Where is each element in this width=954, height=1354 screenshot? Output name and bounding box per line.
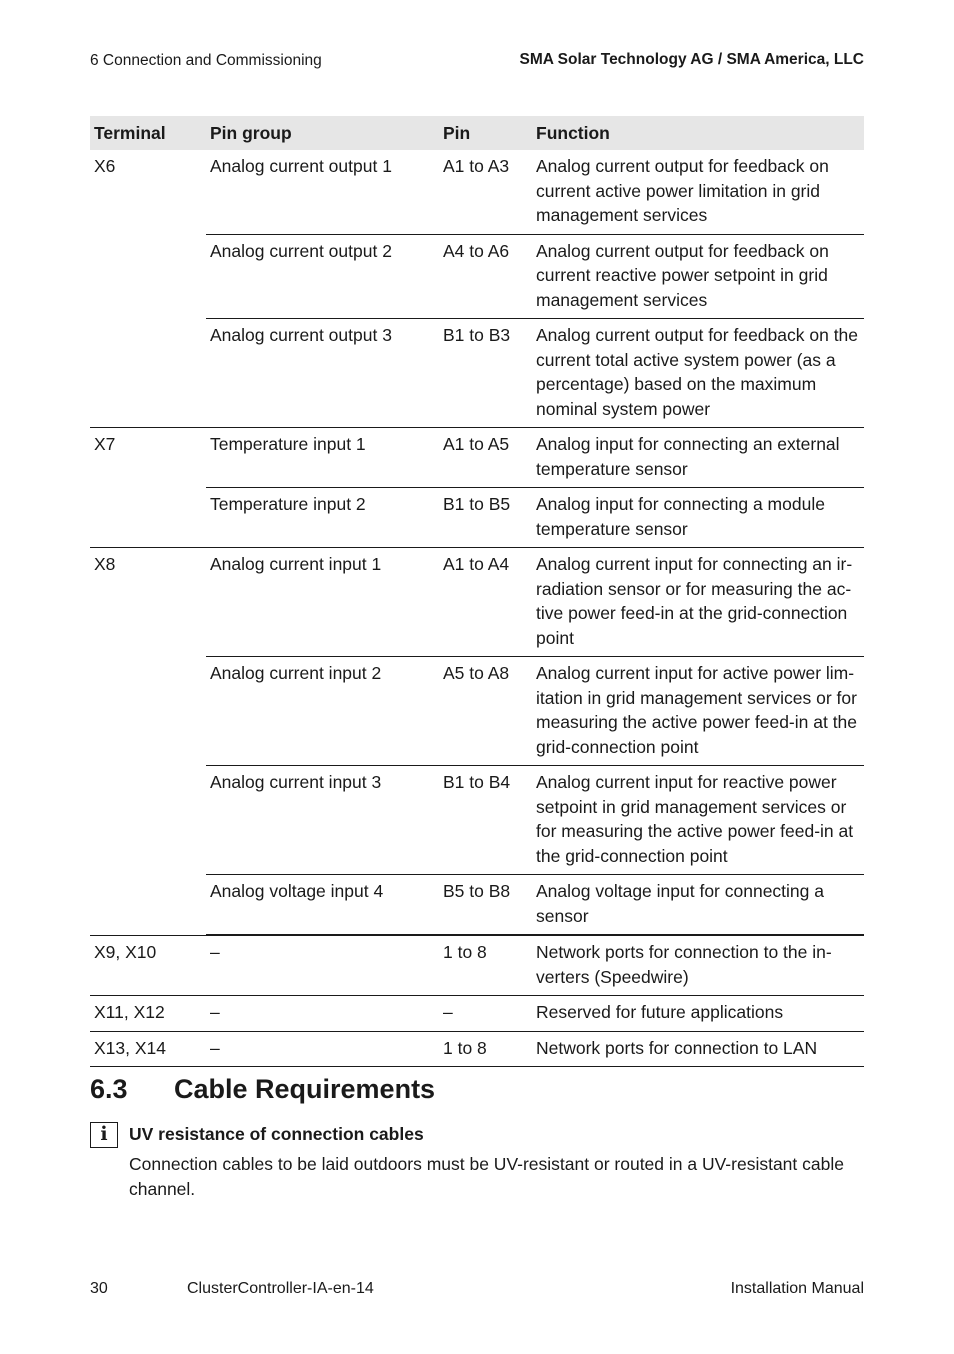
table-row — [90, 766, 864, 875]
cell-pin: A5 to A8 — [439, 657, 532, 766]
info-body: Connection cables to be laid outdoors must be UV-resistant or routed in a UV-resistant cable channel. — [129, 1154, 844, 1199]
column-header-function: Function — [532, 116, 864, 150]
cell-pin-group: – — [206, 935, 439, 996]
section-number: 6.3 — [90, 1074, 128, 1104]
cell-pin-group: Temperature input 1 — [206, 428, 439, 488]
info-icon: i — [90, 1122, 118, 1148]
cell-function: Analog voltage input for connecting a sensor — [532, 875, 864, 936]
cell-function: Network ports for connection to LAN — [532, 1031, 864, 1067]
cell-pin: – — [439, 996, 532, 1032]
table-row — [90, 234, 864, 319]
cell-pin: A4 to A6 — [439, 234, 532, 319]
cell-pin: A1 to A4 — [439, 548, 532, 657]
cell-function: Analog current output for feedback on current reactive power setpoint in grid management services — [532, 234, 864, 319]
table-row — [90, 875, 864, 936]
cell-terminal: X8 — [94, 554, 116, 574]
table-row — [90, 935, 864, 996]
cell-terminal — [90, 657, 206, 766]
cell-pin: 1 to 8 — [439, 935, 532, 996]
cell-pin-group: Analog current output 1 — [206, 150, 439, 234]
table-row — [90, 996, 864, 1032]
column-header-terminal: Terminal — [90, 116, 206, 150]
info-title: UV resistance of connection cables — [129, 1124, 424, 1144]
cell-pin-group: Temperature input 2 — [206, 488, 439, 548]
table-row — [90, 1031, 864, 1067]
header-chapter: 6 Connection and Commissioning — [90, 52, 322, 69]
cell-pin: B1 to B5 — [439, 488, 532, 548]
cell-pin: 1 to 8 — [439, 1031, 532, 1067]
cell-terminal — [90, 875, 206, 936]
pin-assignment-table — [90, 116, 864, 1067]
cell-function: Analog current input for active power limitation in grid management services or for measuring the active power feed-in at the grid-connection point — [532, 657, 864, 766]
footer-document-id: ClusterController-IA-en-14 — [187, 1280, 374, 1297]
cell-function: Analog current output for feedback on the current total active system power (as a percentage) based on the maximum nominal system power — [532, 319, 864, 428]
table-header-row — [90, 116, 864, 150]
cell-terminal: X7 — [94, 434, 116, 454]
cell-pin: B1 to B3 — [439, 319, 532, 428]
cell-pin-group: Analog voltage input 4 — [206, 875, 439, 936]
cell-pin-group: Analog current output 2 — [206, 234, 439, 319]
cell-terminal — [90, 319, 206, 428]
cell-pin: A1 to A3 — [439, 150, 532, 234]
table-row — [90, 319, 864, 428]
column-header-pin: Pin — [439, 116, 532, 150]
cell-pin-group: Analog current input 3 — [206, 766, 439, 875]
table-row — [90, 657, 864, 766]
cell-pin-group: Analog current input 2 — [206, 657, 439, 766]
footer-document-type: Installation Manual — [730, 1280, 864, 1297]
cell-function: Analog current input for connecting an irradiation sensor or for measuring the active power feed-in at the grid-connection point — [532, 548, 864, 657]
cell-terminal — [90, 234, 206, 319]
header-company: SMA Solar Technology AG / SMA America, LLC — [519, 51, 864, 68]
cell-terminal: X6 — [94, 156, 116, 176]
cell-pin-group: – — [206, 996, 439, 1032]
cell-pin: B5 to B8 — [439, 875, 532, 936]
cell-terminal: X13, X14 — [90, 1031, 206, 1067]
cell-function: Analog current output for feedback on current active power limitation in grid management services — [532, 150, 864, 234]
table-row — [90, 428, 864, 488]
cell-pin: B1 to B4 — [439, 766, 532, 875]
cell-function: Analog input for connecting a module temperature sensor — [532, 488, 864, 548]
cell-pin: A1 to A5 — [439, 428, 532, 488]
table-row — [90, 548, 864, 657]
cell-pin-group: Analog current input 1 — [206, 548, 439, 657]
cell-function: Analog input for connecting an external temperature sensor — [532, 428, 864, 488]
cell-function: Analog current input for reactive power setpoint in grid management services or for measuring the active power feed-in at the grid-connection point — [532, 766, 864, 875]
cell-terminal: X9, X10 — [90, 935, 206, 996]
cell-terminal — [90, 488, 206, 548]
cell-pin-group: Analog current output 3 — [206, 319, 439, 428]
table-row — [90, 488, 864, 548]
cell-pin-group: – — [206, 1031, 439, 1067]
cell-function: Network ports for connection to the inverters (Speedwire) — [532, 935, 864, 996]
column-header-pin-group: Pin group — [206, 116, 439, 150]
section-heading — [90, 1074, 435, 1105]
cell-terminal — [90, 766, 206, 875]
footer-page-number: 30 — [90, 1280, 108, 1297]
cell-function: Reserved for future applications — [532, 996, 864, 1032]
cell-terminal: X11, X12 — [90, 996, 206, 1032]
table-row — [90, 150, 864, 234]
section-title: Cable Requirements — [174, 1074, 436, 1104]
